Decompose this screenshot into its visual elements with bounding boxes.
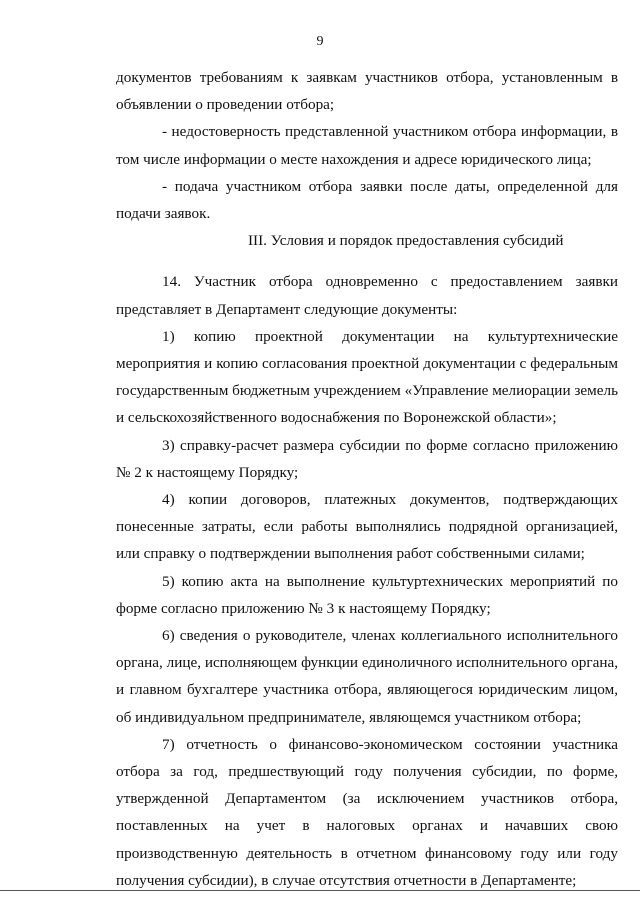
paragraph-unreliable-info: - недостоверность представленной участником отбора информации, в том числе информации о месте нахождения и адресе юридического лица; — [116, 123, 618, 168]
paragraph-item-14: 14. Участник отбора одновременно с предоставлением заявки представляет в Департамент следующие документы: — [116, 273, 618, 318]
paragraph-subitem-6: 6) сведения о руководителе, членах коллегиального исполнительного органа, лице, исполняющем функции единоличного исполнительного органа, и главном бухгалтере участника отбора, являющегося юридическим лицом, об индивидуальном предпринимателе, являющемся участником отбора; — [116, 627, 618, 726]
paragraph-continuation: документов требованиям к заявкам участников отбора, установленным в объявлении о проведении отбора; — [116, 69, 618, 114]
paragraph-subitem-4: 4) копии договоров, платежных документов, подтверждающих понесенные затраты, если работы выполнялись подрядной организацией, или справку о подтверждении выполнения работ собственными силами; — [116, 491, 618, 563]
section-heading: III. Условия и порядок предоставления субсидий — [248, 232, 564, 250]
document-body — [116, 64, 618, 894]
paragraph-subitem-1: 1) копию проектной документации на культуртехнические мероприятия и копию согласования проектной документации с федеральным государственным бюджетным учреждением «Управление мелиорации земель и сельскохозяйственного водоснабжения по Воронежской области»; — [116, 327, 618, 427]
paragraph-subitem-7: 7) отчетность о финансово-экономическом состоянии участника отбора за год, предшествующий году получения субсидии, по форме, утвержденной Департаментом (за исключением участников отбора, поставленных на учет в налоговых органах и начавших свою производственную деятельность в отчетном финансовому году или году получения субсидии), в случае отсутствия отчетности в Департаменте; — [116, 735, 618, 889]
paragraph-subitem-3: 3) справку-расчет размера субсидии по форме согласно приложению № 2 к настоящему Порядку; — [116, 436, 618, 481]
paragraph-subitem-5: 5) копию акта на выполнение культуртехнических мероприятий по форме согласно приложению № 3 к настоящему Порядку; — [116, 572, 618, 617]
bottom-edge-line — [0, 890, 640, 891]
section-spacer — [116, 254, 618, 268]
paragraph-late-submission: - подача участником отбора заявки после даты, определенной для подачи заявок. — [116, 177, 618, 223]
page-number: 9 — [316, 34, 324, 49]
